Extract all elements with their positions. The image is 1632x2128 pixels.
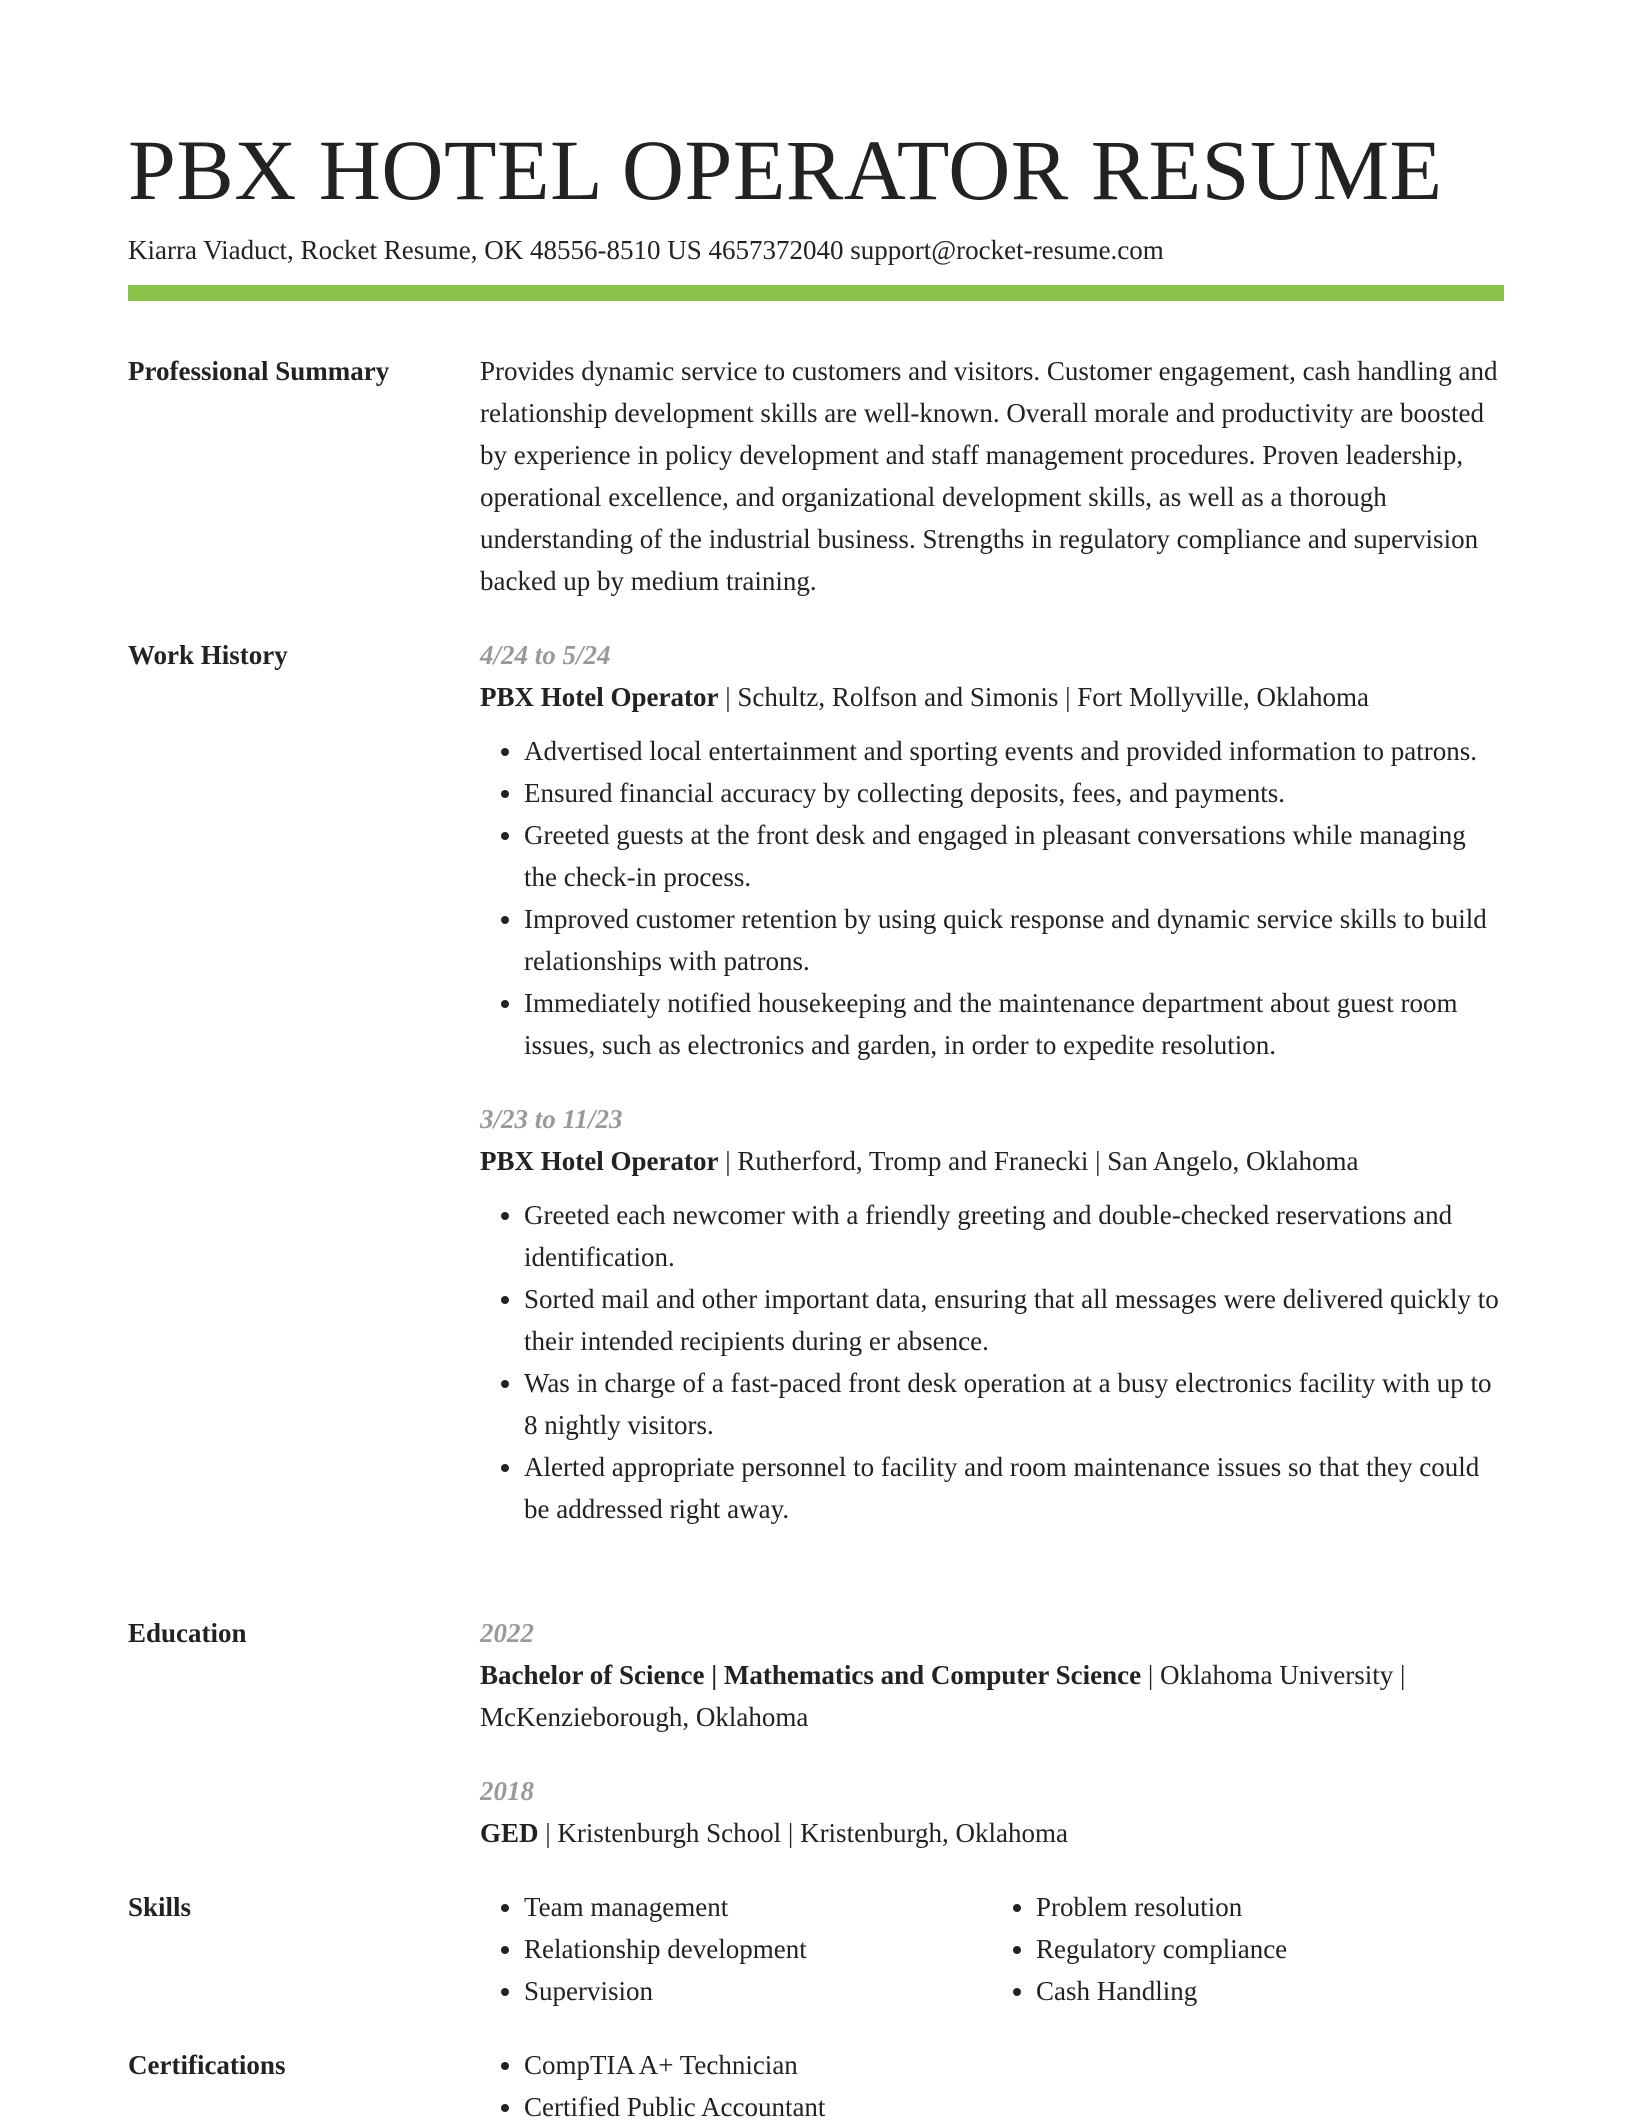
- job-details: | Schultz, Rolfson and Simonis | Fort Mollyville, Oklahoma: [718, 682, 1369, 712]
- job-bullets: [480, 730, 1504, 1066]
- list-item: • Sorted mail and other important data, ensuring that all messages were delivered quickly to their intended recipients during er absence.: [524, 1278, 1504, 1362]
- section-label: Work History: [128, 640, 288, 670]
- list-item: • Team management: [524, 1886, 992, 1928]
- list-item: • Regulatory compliance: [1036, 1928, 1504, 1970]
- list-item: • CompTIA A+ Technician: [524, 2044, 1504, 2086]
- skills-column-right: [992, 1886, 1504, 2012]
- education-entry: [480, 1770, 1504, 1854]
- job-dates: 4/24 to 5/24: [480, 640, 611, 670]
- education-year: 2018: [480, 1776, 534, 1806]
- summary-text: Provides dynamic service to customers and visitors. Customer engagement, cash handling and relationship development skills are well-known. Overall morale and productivity are boosted by experience in policy development and staff management procedures. Proven leadership, operational excellence, and organizational development skills, as well as a thorough understanding of the industrial business. Strengths in regulatory compliance and supervision backed up by medium training.: [480, 356, 1498, 596]
- degree: GED: [480, 1818, 539, 1848]
- job-heading: [480, 676, 1504, 718]
- skills-column-left: [480, 1886, 992, 2012]
- job-title: PBX Hotel Operator: [480, 682, 719, 712]
- section-label: Skills: [128, 1892, 192, 1922]
- education-heading: [480, 1654, 1504, 1738]
- education-heading: [480, 1812, 1504, 1854]
- list-item: • Relationship development: [524, 1928, 992, 1970]
- section-body: [480, 2044, 1504, 2128]
- list-item: • Certified Public Accountant: [524, 2086, 1504, 2128]
- job-details: | Rutherford, Tromp and Franecki | San Angelo, Oklahoma: [718, 1146, 1359, 1176]
- list-item: • Greeted guests at the front desk and engaged in pleasant conversations while managing the check-in process.: [524, 814, 1504, 898]
- skills-grid: [480, 1886, 1504, 2012]
- section-label: Professional Summary: [128, 356, 390, 386]
- certifications-list: [480, 2044, 1504, 2128]
- education-year: 2022: [480, 1618, 534, 1648]
- education-entry: [480, 1612, 1504, 1738]
- section-body: [480, 1612, 1504, 1854]
- list-item: • Advertised local entertainment and sporting events and provided information to patrons.: [524, 730, 1504, 772]
- job-heading: [480, 1140, 1504, 1182]
- job-bullets: [480, 1194, 1504, 1530]
- job-entry: [480, 1098, 1504, 1530]
- list-item: • Cash Handling: [1036, 1970, 1504, 2012]
- job-title: PBX Hotel Operator: [480, 1146, 719, 1176]
- contact-line: Kiarra Viaduct, Rocket Resume, OK 48556-8510 US 4657372040 support@rocket-resume.com: [128, 235, 1164, 265]
- list-item: • Was in charge of a fast-paced front desk operation at a busy electronics facility with up to 8 nightly visitors.: [524, 1362, 1504, 1446]
- list-item: • Alerted appropriate personnel to facility and room maintenance issues so that they could be addressed right away.: [524, 1446, 1504, 1530]
- section-label: Certifications: [128, 2050, 286, 2080]
- list-item: • Greeted each newcomer with a friendly greeting and double-checked reservations and identification.: [524, 1194, 1504, 1278]
- list-item: • Ensured financial accuracy by collecting deposits, fees, and payments.: [524, 772, 1504, 814]
- degree: Bachelor of Science | Mathematics and Computer Science: [480, 1660, 1142, 1690]
- list-item: • Supervision: [524, 1970, 992, 2012]
- list-item: • Improved customer retention by using quick response and dynamic service skills to build relationships with patrons.: [524, 898, 1504, 982]
- education-details: | Oklahoma University | McKenzieborough, Oklahoma: [480, 1660, 1406, 1732]
- list-item: • Immediately notified housekeeping and the maintenance department about guest room issues, such as electronics and garden, in order to expedite resolution.: [524, 982, 1504, 1066]
- accent-divider: [128, 285, 1504, 301]
- section-body: [480, 350, 1504, 602]
- job-dates: 3/23 to 11/23: [480, 1104, 623, 1134]
- education-details: | Kristenburgh School | Kristenburgh, Oklahoma: [538, 1818, 1069, 1848]
- job-entry: [480, 634, 1504, 1066]
- section-label: Education: [128, 1618, 247, 1648]
- list-item: • Problem resolution: [1036, 1886, 1504, 1928]
- section-body: [480, 634, 1504, 1530]
- resume-title: PBX HOTEL OPERATOR RESUME: [128, 122, 1443, 218]
